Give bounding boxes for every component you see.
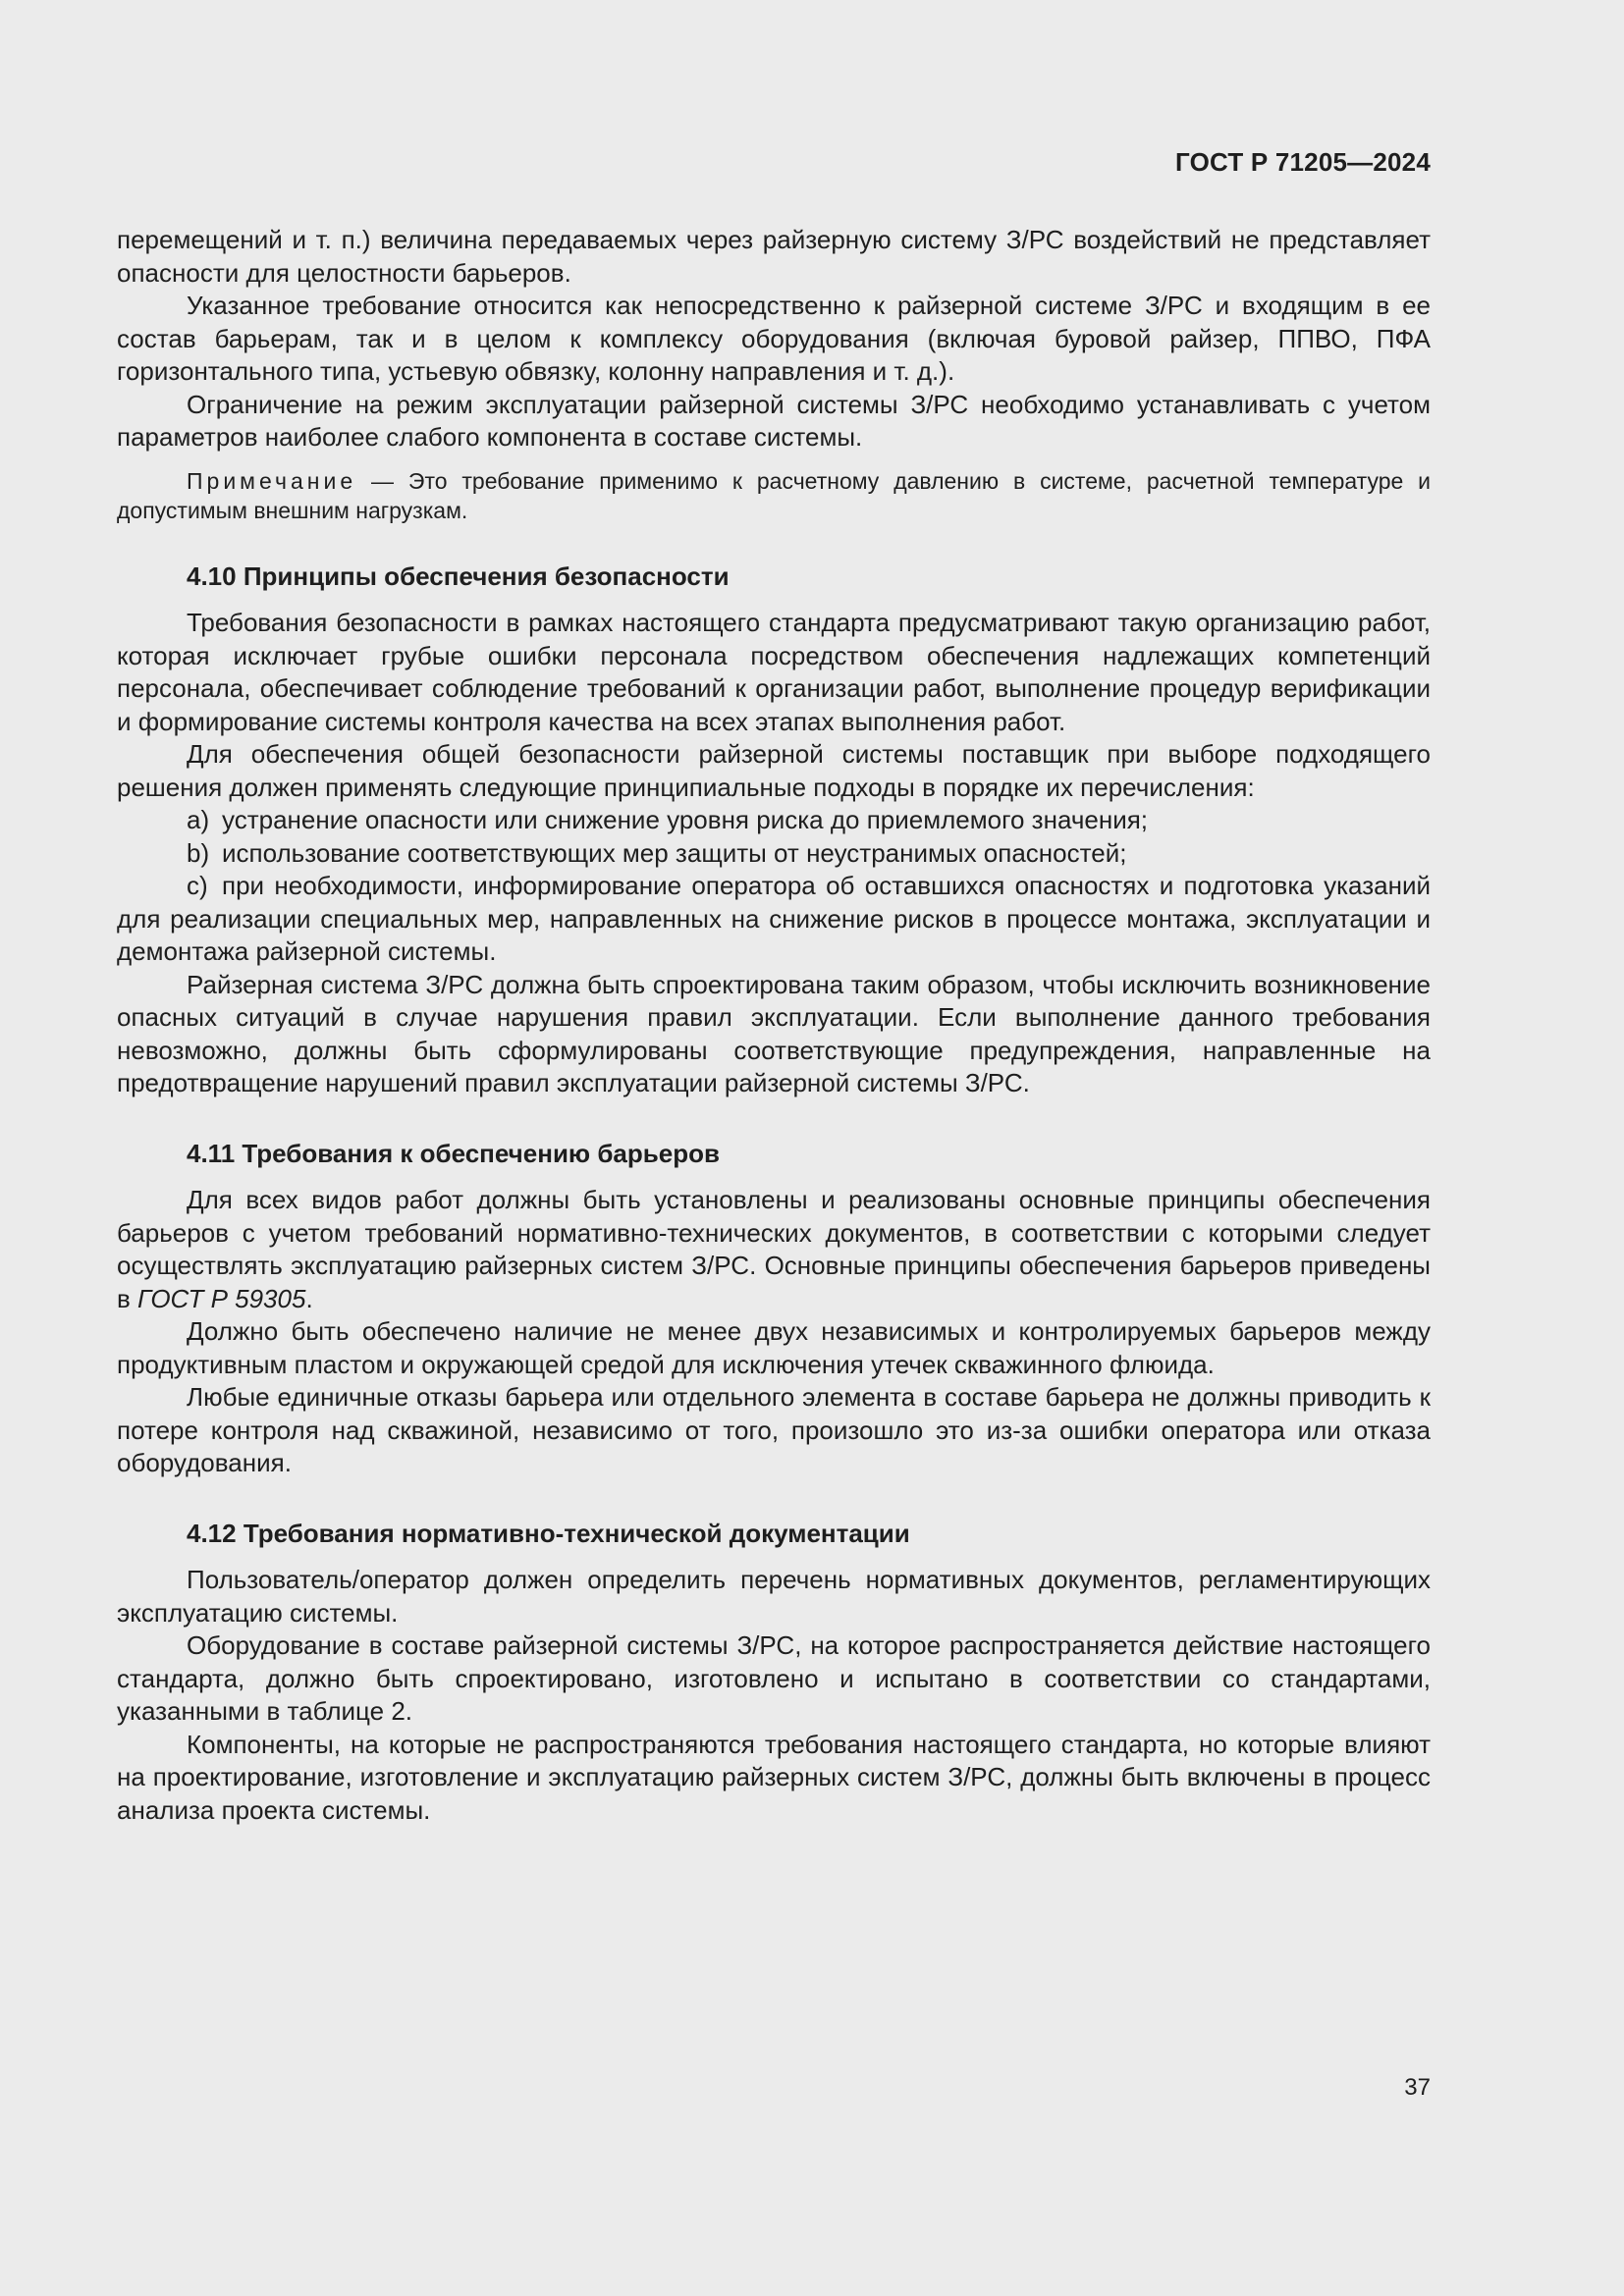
list-item-label: a) [187,805,210,834]
section-4-10-paragraph-2: Для обеспечения общей безопасности райзерной системы поставщик при выборе подходящего решения должен применять следующие принципиальные подходы в порядке их перечисления: [117,739,1431,802]
note-text: Это требование применимо к расчетному давлению в системе, расчетной температуре и допустимым внешним нагрузкам. [117,467,1432,523]
document-header: ГОСТ Р 71205—2024 [1175,147,1431,177]
page-number: 37 [1404,2074,1431,2101]
section-4-11-paragraph-2: Должно быть обеспечено наличие не менее двух независимых и контролируемых барьеров между продуктивным пластом и окружающей средой для исключения утечек скважинного флюида. [117,1316,1431,1379]
section-4-10-paragraph-1: Требования безопасности в рамках настоящего стандарта предусматривают такую организацию работ, которая исключает грубые ошибки персонала посредством обеспечения надлежащих компетенций персонала, обеспечивает соблюдение требований к организации работ, выполнение процедур верификации и формирование системы контроля качества на всех этапах выполнения работ. [117,608,1431,736]
list-item-text: использование соответствующих мер защиты от неустранимых опасностей; [222,837,1127,868]
section-4-11-paragraph-1-text: Для всех видов работ должны быть установлены и реализованы основные принципы обеспечения барьеров с учетом требований нормативно-технических документов, в соответствии с которыми следует осуществлять эксплуатацию райзерных систем З/РС. Основные принципы обеспечения барьеров приведены в [117,1185,1431,1313]
section-4-12-paragraph-2: Оборудование в составе райзерной системы З/РС, на которое распространяется действие настоящего стандарта, должно быть спроектировано, изготовлено и испытано в соответствии со стандартами, указанными в таблице 2. [117,1630,1431,1726]
document-body [117,224,1431,1827]
list-item-text: устранение опасности или снижение уровня риска до приемлемого значения; [222,805,1149,834]
intro-paragraph-2: Указанное требование относится как непосредственно к райзерной системе З/РС и входящим в ее состав барьерам, так и в целом к комплексу оборудования (включая буровой райзер, ППВО, ПФА горизонтального типа, устьевую обвязку, колонну направления и т. д.). [117,291,1431,386]
list-item-label: b) [187,837,210,868]
section-4-11-title: 4.11 Требования к обеспечению барьеров [187,1138,720,1168]
section-4-12-title: 4.12 Требования нормативно-технической документации [187,1518,910,1548]
intro-paragraph-3: Ограничение на режим эксплуатации райзерной системы З/РС необходимо устанавливать с учетом параметров наиболее слабого компонента в составе системы. [117,389,1431,452]
list-item-text: при необходимости, информирование оператора об оставшихся опасностях и подготовка указаний для реализации специальных мер, направленных на снижение рисков в процессе монтажа, эксплуатации и демонтажа райзерной системы. [117,871,1431,966]
list-item-c [117,870,1431,969]
list-item-b [117,837,1431,871]
section-4-11-paragraph-1 [117,1184,1431,1315]
section-4-10-title: 4.10 Принципы обеспечения безопасности [187,561,730,591]
list-item-a [117,804,1431,837]
section-4-11-paragraph-3: Любые единичные отказы барьера или отдельного элемента в составе барьера не должны приводить к потере контроля над скважиной, независимо от того, произошло это из-за ошибки оператора или отказа оборудования. [117,1382,1431,1477]
standard-reference: ГОСТ Р 59305 [137,1283,306,1313]
note-label: Примечание [187,467,357,494]
section-4-12-paragraph-3: Компоненты, на которые не распространяются требования настоящего стандарта, но которые влияют на проектирование, изготовление и эксплуатацию райзерных систем З/РС, должны быть включены в процесс анализа проекта системы. [117,1729,1431,1825]
note-dash: — [371,467,395,494]
intro-paragraph-1: перемещений и т. п.) величина передаваемых через райзерную систему З/РС воздействий не представляет опасности для целостности барьеров. [117,225,1431,288]
section-4-12-paragraph-1: Пользователь/оператор должен определить перечень нормативных документов, регламентирующих эксплуатацию системы. [117,1565,1431,1628]
note [117,466,1431,525]
section-4-10-paragraph-3: Райзерная система З/РС должна быть спроектирована таким образом, чтобы исключить возникновение опасных ситуаций в случае нарушения правил эксплуатации. Если выполнение данного требования невозможно, должны быть сформулированы соответствующие предупреждения, направленные на предотвращение нарушений правил эксплуатации райзерной системы З/РС. [117,969,1431,1097]
list-item-label: c) [187,871,208,900]
sentence-end: . [305,1283,313,1313]
